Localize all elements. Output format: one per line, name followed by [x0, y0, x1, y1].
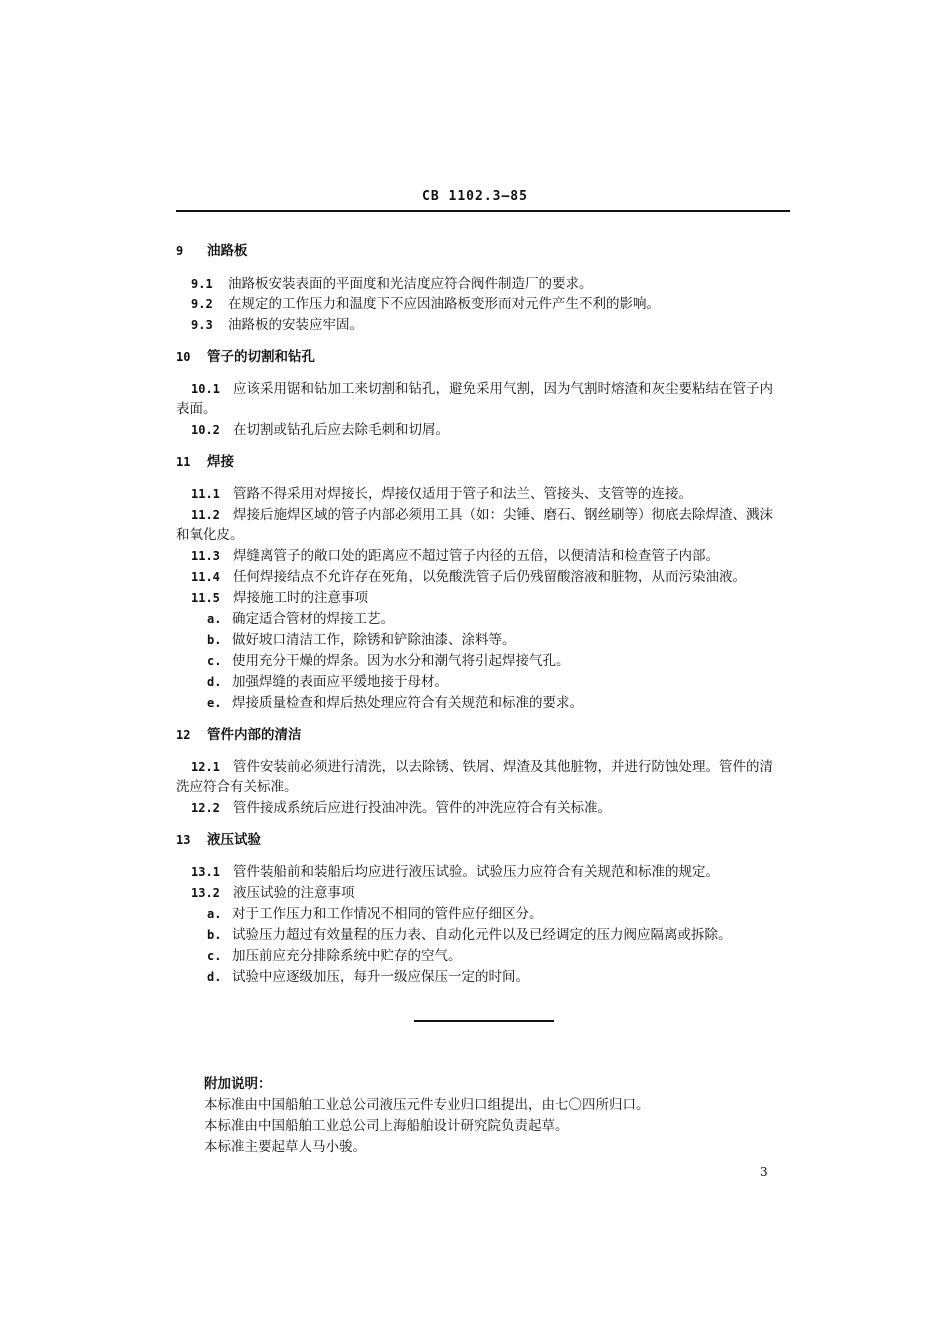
section-11-heading — [176, 454, 234, 470]
clause-12-1 — [191, 759, 773, 775]
clause-number: 11.2 — [191, 508, 220, 522]
item-letter: c. — [207, 654, 222, 668]
item-letter: a. — [207, 907, 222, 921]
clause-number: 11.1 — [191, 487, 220, 501]
clause-number: 12.1 — [191, 760, 220, 774]
item-letter: a. — [207, 612, 222, 626]
clause-number: 13.2 — [191, 886, 220, 900]
section-title: 管件内部的清洁 — [207, 727, 302, 743]
clause-13-1 — [191, 864, 719, 880]
list-item-13-2-c — [207, 948, 462, 964]
clause-11-2-continuation: 和氧化皮。 — [176, 527, 244, 543]
clause-text: 管件装船前和装船后均应进行液压试验。试验压力应符合有关规范和标准的规定。 — [233, 864, 719, 880]
clause-text: 焊缝离管子的敞口处的距离应不超过管子内径的五倍，以便清洁和检查管子内部。 — [233, 548, 719, 564]
clause-text: 焊接施工时的注意事项 — [233, 590, 368, 606]
section-9-heading — [176, 243, 248, 259]
item-letter: e. — [207, 696, 222, 710]
clause-text: 油路板安装表面的平面度和光洁度应符合阀件制造厂的要求。 — [228, 276, 593, 292]
item-text: 对于工作压力和工作情况不相同的管件应仔细区分。 — [232, 906, 543, 922]
list-item-11-5-d — [207, 674, 448, 690]
clause-text: 管件安装前必须进行清洗，以去除锈、铁屑、焊渣及其他脏物，并进行防蚀处理。管件的清 — [233, 759, 773, 775]
list-item-13-2-a — [207, 906, 543, 922]
section-title: 油路板 — [207, 243, 248, 259]
document-id-header: CB 1102.3—85 — [422, 189, 528, 204]
clause-number: 10.1 — [191, 382, 220, 396]
item-text: 加强焊缝的表面应平缓地接于母材。 — [232, 674, 448, 690]
notes-line: 本标准由中国船舶工业总公司上海船舶设计研究院负责起草。 — [204, 1118, 569, 1134]
clause-10-1-continuation: 表面。 — [176, 401, 217, 417]
item-letter: b. — [207, 928, 222, 942]
section-number: 9 — [176, 244, 184, 258]
clause-number: 12.2 — [191, 801, 220, 815]
clause-text: 应该采用锯和钻加工来切割和钻孔，避免采用气割，因为气割时熔渣和灰尘要粘结在管子内 — [233, 381, 773, 397]
item-letter: b. — [207, 633, 222, 647]
clause-13-2 — [191, 885, 355, 901]
section-number: 11 — [176, 455, 191, 469]
clause-9-1 — [191, 276, 593, 292]
header-rule — [176, 210, 790, 212]
clause-9-2 — [191, 296, 660, 312]
clause-10-1 — [191, 381, 773, 397]
clause-text: 油路板的安装应牢固。 — [228, 317, 363, 333]
clause-11-3 — [191, 548, 719, 564]
clause-number: 9.3 — [191, 318, 213, 332]
section-number: 13 — [176, 833, 191, 847]
clause-number: 9.2 — [191, 297, 213, 311]
section-title: 液压试验 — [207, 832, 261, 848]
section-title: 焊接 — [207, 454, 234, 470]
clause-11-4 — [191, 569, 746, 585]
clause-text: 管件接成系统后应进行投油冲洗。管件的冲洗应符合有关标准。 — [233, 800, 611, 816]
item-text: 使用充分干燥的焊条。因为水分和潮气将引起焊接气孔。 — [232, 653, 570, 669]
clause-text: 焊接后施焊区域的管子内部必须用工具（如：尖锤、磨石、钢丝刷等）彻底去除焊渣、溅沫 — [233, 507, 773, 523]
item-text: 试验压力超过有效量程的压力表、自动化元件以及已经调定的压力阀应隔离或拆除。 — [232, 927, 732, 943]
notes-line: 本标准主要起草人马小骏。 — [204, 1139, 366, 1155]
clause-text: 管路不得采用对焊接长，焊接仅适用于管子和法兰、管接头、支管等的连接。 — [233, 486, 692, 502]
item-text: 加压前应充分排除系统中贮存的空气。 — [232, 948, 462, 964]
list-item-11-5-e — [207, 695, 583, 711]
list-item-13-2-b — [207, 927, 732, 943]
item-text: 确定适合管材的焊接工艺。 — [232, 611, 394, 627]
clause-11-5 — [191, 590, 368, 606]
list-item-11-5-b — [207, 632, 516, 648]
clause-text: 任何焊接结点不允许存在死角，以免酸洗管子后仍残留酸溶液和脏物，从而污染油液。 — [233, 569, 746, 585]
page-number: 3 — [760, 1165, 768, 1179]
list-item-11-5-c — [207, 653, 570, 669]
clause-text: 液压试验的注意事项 — [233, 885, 355, 901]
list-item-13-2-d — [207, 969, 529, 985]
list-item-11-5-a — [207, 611, 394, 627]
item-letter: d. — [207, 675, 222, 689]
notes-line: 本标准由中国船舶工业总公司液压元件专业归口组提出，由七〇四所归口。 — [204, 1097, 650, 1113]
item-text: 焊接质量检查和焊后热处理应符合有关规范和标准的要求。 — [232, 695, 583, 711]
item-text: 做好坡口清洁工作，除锈和铲除油漆、涂料等。 — [232, 632, 516, 648]
clause-number: 11.4 — [191, 570, 220, 584]
clause-12-1-continuation: 洗应符合有关标准。 — [176, 779, 298, 795]
clause-number: 9.1 — [191, 277, 213, 291]
clause-9-3 — [191, 317, 363, 333]
clause-10-2 — [191, 422, 449, 438]
clause-11-2 — [191, 507, 773, 523]
section-title: 管子的切割和钻孔 — [207, 349, 315, 365]
clause-number: 11.3 — [191, 549, 220, 563]
clause-12-2 — [191, 800, 611, 816]
notes-title: 附加说明： — [204, 1076, 272, 1092]
clause-number: 13.1 — [191, 865, 220, 879]
clause-text: 在规定的工作压力和温度下不应因油路板变形而对元件产生不利的影响。 — [228, 296, 660, 312]
clause-number: 10.2 — [191, 423, 220, 437]
end-of-text-rule — [414, 1020, 554, 1022]
clause-11-1 — [191, 486, 692, 502]
item-letter: c. — [207, 949, 222, 963]
clause-number: 11.5 — [191, 591, 220, 605]
section-number: 10 — [176, 350, 191, 364]
section-13-heading — [176, 832, 261, 848]
item-text: 试验中应逐级加压，每升一级应保压一定的时间。 — [232, 969, 529, 985]
section-12-heading — [176, 727, 302, 743]
clause-text: 在切割或钻孔后应去除毛刺和切屑。 — [233, 422, 449, 438]
section-number: 12 — [176, 728, 191, 742]
item-letter: d. — [207, 970, 222, 984]
section-10-heading — [176, 349, 315, 365]
